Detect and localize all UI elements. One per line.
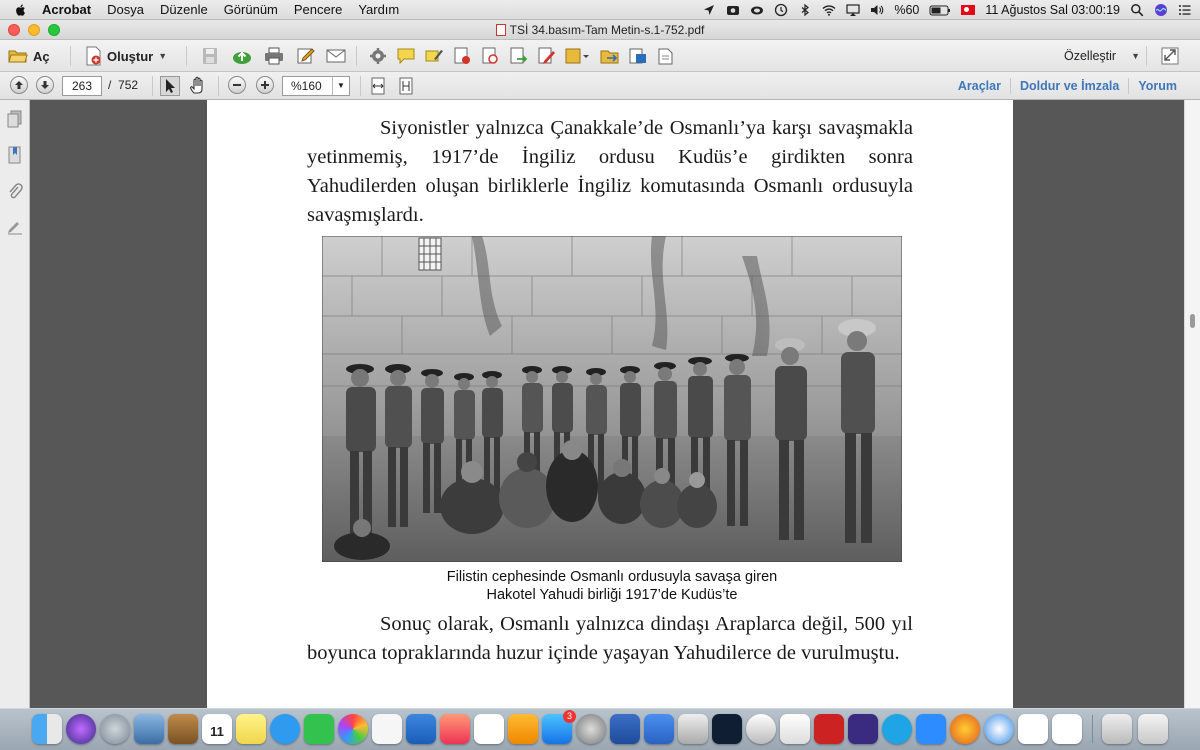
stamp-icon[interactable]: [564, 47, 590, 65]
menu-file[interactable]: Dosya: [107, 2, 144, 17]
open-button[interactable]: [8, 45, 50, 67]
appstore-icon[interactable]: [542, 711, 572, 744]
customize-label: Özelleştir: [1064, 49, 1117, 63]
toolbar-divider: [360, 76, 361, 96]
camera-icon[interactable]: [726, 3, 740, 17]
notes-icon[interactable]: [236, 714, 266, 744]
compare-icon[interactable]: [656, 47, 676, 65]
photo-booth-icon[interactable]: [814, 714, 844, 744]
pdf-file-icon: [496, 24, 506, 36]
historical-photo: [322, 236, 902, 562]
hand-tool-icon[interactable]: [188, 76, 208, 96]
zoom-dropdown-icon[interactable]: ▼: [332, 77, 349, 95]
bluetooth-icon[interactable]: [798, 3, 812, 17]
email-icon[interactable]: [326, 47, 346, 65]
preview-icon[interactable]: [134, 714, 164, 744]
imovie-icon[interactable]: [848, 714, 878, 744]
page-up-icon: [14, 80, 24, 90]
toolbar-divider: [186, 46, 187, 66]
main-toolbar: [0, 40, 1200, 72]
sign-icon[interactable]: [536, 47, 556, 65]
select-tool-icon[interactable]: [160, 76, 180, 96]
window-titlebar[interactable]: [0, 20, 1200, 40]
highlight-icon[interactable]: [424, 47, 444, 65]
acrobat-reader-icon[interactable]: [1052, 714, 1082, 744]
photos-icon[interactable]: [338, 714, 368, 744]
create-icon: [84, 46, 102, 66]
top-links: [949, 79, 1186, 94]
launchpad-icon[interactable]: [100, 714, 130, 744]
books-icon[interactable]: [508, 714, 538, 744]
keynote-icon[interactable]: [406, 714, 436, 744]
finder-icon[interactable]: [32, 714, 62, 744]
keyboard-icon[interactable]: [678, 714, 708, 744]
zoom-value: %160: [291, 79, 322, 93]
upload-icon[interactable]: [232, 47, 252, 65]
downloads-stack-icon[interactable]: [1102, 714, 1132, 744]
export-icon[interactable]: [508, 47, 528, 65]
disk-utility-icon[interactable]: [746, 714, 776, 744]
status-area: [702, 0, 1192, 20]
close-button[interactable]: [8, 24, 20, 36]
zoom-button[interactable]: [48, 24, 60, 36]
send-icon[interactable]: [600, 47, 620, 65]
menu-edit[interactable]: Düzenle: [159, 2, 208, 17]
notefile-icon[interactable]: [168, 714, 198, 744]
open-label: Aç: [33, 48, 50, 64]
messages-icon[interactable]: [270, 714, 300, 744]
toolbar-divider: [1146, 46, 1147, 66]
scroll-thumb[interactable]: [1190, 314, 1195, 328]
page-separator: /: [108, 78, 112, 92]
bluetooth-dock-icon[interactable]: [644, 714, 674, 744]
page-up-button[interactable]: [10, 76, 28, 94]
menu-window[interactable]: Pencere: [293, 2, 343, 17]
time-machine-icon[interactable]: [774, 3, 788, 17]
page-down-button[interactable]: [36, 76, 54, 94]
toolbar-divider: [356, 46, 357, 66]
zoom-select[interactable]: [282, 76, 350, 96]
clock[interactable]: 11 Ağustos Sal 03:00:19: [985, 3, 1120, 17]
battery-percent: %60: [894, 3, 920, 17]
cast-icon[interactable]: [846, 3, 860, 17]
zoom-in-icon: [260, 80, 270, 90]
create-label: Oluştur: [107, 48, 154, 64]
fill-sign-link[interactable]: Doldur ve İmzala: [1019, 79, 1120, 93]
creative-cloud-icon[interactable]: [750, 3, 764, 17]
page-down-icon: [40, 80, 50, 90]
numbers-icon[interactable]: [372, 714, 402, 744]
system-preferences-icon[interactable]: [576, 714, 606, 744]
protect-icon[interactable]: [480, 47, 500, 65]
toolbar-divider: [218, 76, 219, 96]
caption-line-2: Hakotel Yahudi birliği 1917’de Kudüs’te: [486, 587, 738, 603]
zoom-out-button[interactable]: [228, 76, 246, 94]
safari-icon[interactable]: [984, 714, 1014, 744]
dock: [0, 708, 1200, 750]
navigation-pane: [0, 100, 30, 708]
firefox-icon[interactable]: [950, 714, 980, 744]
open-icon: [8, 48, 28, 64]
redact-icon[interactable]: [452, 47, 472, 65]
siri-dock-icon[interactable]: [66, 714, 96, 744]
total-pages: 752: [118, 78, 139, 92]
create-dropdown-icon: ▼: [158, 51, 168, 61]
itunes-icon[interactable]: [474, 714, 504, 744]
customize-button[interactable]: [1064, 45, 1140, 67]
calendar-day: 11: [210, 724, 224, 739]
minimize-button[interactable]: [28, 24, 40, 36]
battery-icon[interactable]: [929, 3, 951, 17]
create-button[interactable]: [84, 45, 167, 67]
share-icon[interactable]: [628, 47, 648, 65]
zoom-icon[interactable]: [916, 714, 946, 744]
apple-icon[interactable]: [14, 3, 28, 17]
flag-icon[interactable]: [961, 5, 975, 15]
photo-caption: [322, 568, 902, 604]
settings-icon[interactable]: [368, 47, 388, 65]
fit-width-icon[interactable]: [370, 77, 386, 95]
photoshop-icon[interactable]: [712, 714, 742, 744]
page-number-input[interactable]: 263: [62, 76, 102, 96]
fullscreen-icon[interactable]: [1160, 47, 1180, 65]
caption-line-1: Filistin cephesinde Osmanlı ordusuyla savaşa giren: [446, 569, 778, 585]
fit-page-icon[interactable]: [398, 77, 414, 95]
location-icon[interactable]: [702, 3, 716, 17]
word-icon[interactable]: [610, 714, 640, 744]
menu-help[interactable]: Yardım: [358, 2, 400, 17]
trash-icon[interactable]: [1138, 714, 1168, 744]
dock-divider: [1092, 715, 1093, 743]
siri-icon[interactable]: [1154, 3, 1168, 17]
attachments-icon[interactable]: [7, 182, 23, 200]
zoom-in-button[interactable]: [256, 76, 274, 94]
calendar-icon[interactable]: [202, 714, 232, 744]
skype-icon[interactable]: [882, 714, 912, 744]
edit-icon[interactable]: [296, 47, 316, 65]
music-icon[interactable]: [440, 714, 470, 744]
list-icon[interactable]: [1178, 3, 1192, 17]
menu-bar: [0, 0, 1200, 20]
volume-icon[interactable]: [870, 3, 884, 17]
zoom-out-icon: [232, 80, 242, 90]
acrobat-icon[interactable]: [1018, 714, 1048, 744]
textedit-icon[interactable]: [780, 714, 810, 744]
customize-dropdown-icon: ▼: [1131, 51, 1141, 61]
pdf-page[interactable]: [207, 100, 1013, 708]
paragraph-2: Sonuç olarak, Osmanlı yalnızca dindaşı Araplarca değil, 500 yıl boyunca topraklarında huzur içinde yaşayan Yahudilerce de vurulmuştu.: [307, 613, 913, 664]
window-title-text: TSİ 34.basım-Tam Metin-s.1-752.pdf: [509, 23, 705, 37]
pages-panel-icon[interactable]: [7, 110, 23, 128]
appstore-badge: 3: [563, 710, 576, 723]
bookmarks-icon[interactable]: [7, 146, 23, 164]
tools-link[interactable]: Araçlar: [957, 79, 1001, 93]
comment-link[interactable]: Yorum: [1138, 79, 1177, 93]
comment-icon[interactable]: [396, 47, 416, 65]
save-icon[interactable]: [200, 47, 220, 65]
search-icon[interactable]: [1130, 3, 1144, 17]
wifi-icon[interactable]: [822, 3, 836, 17]
facetime-icon[interactable]: [304, 714, 334, 744]
vertical-scrollbar[interactable]: [1184, 100, 1200, 708]
menu-app[interactable]: Acrobat: [42, 2, 92, 17]
signatures-icon[interactable]: [7, 218, 23, 236]
print-icon[interactable]: [264, 47, 284, 65]
document-title: [496, 20, 705, 40]
window-controls: [8, 24, 60, 36]
toolbar-divider: [70, 46, 71, 66]
navigation-toolbar: [0, 72, 1200, 100]
paragraph-1: Siyonistler yalnızca Çanakkale’de Osmanlı’ya karşı savaşmakla yetinmemiş, 1917’de İngiliz ordusu Kudüs’e girdikten sonra Yahudilerden oluşan birliklerle İngiliz komutasında Osmanlı ordusuyla savaşmışlardı.: [307, 117, 913, 226]
menu-view[interactable]: Görünüm: [223, 2, 278, 17]
page-total: [108, 78, 138, 92]
toolbar-divider: [152, 76, 153, 96]
